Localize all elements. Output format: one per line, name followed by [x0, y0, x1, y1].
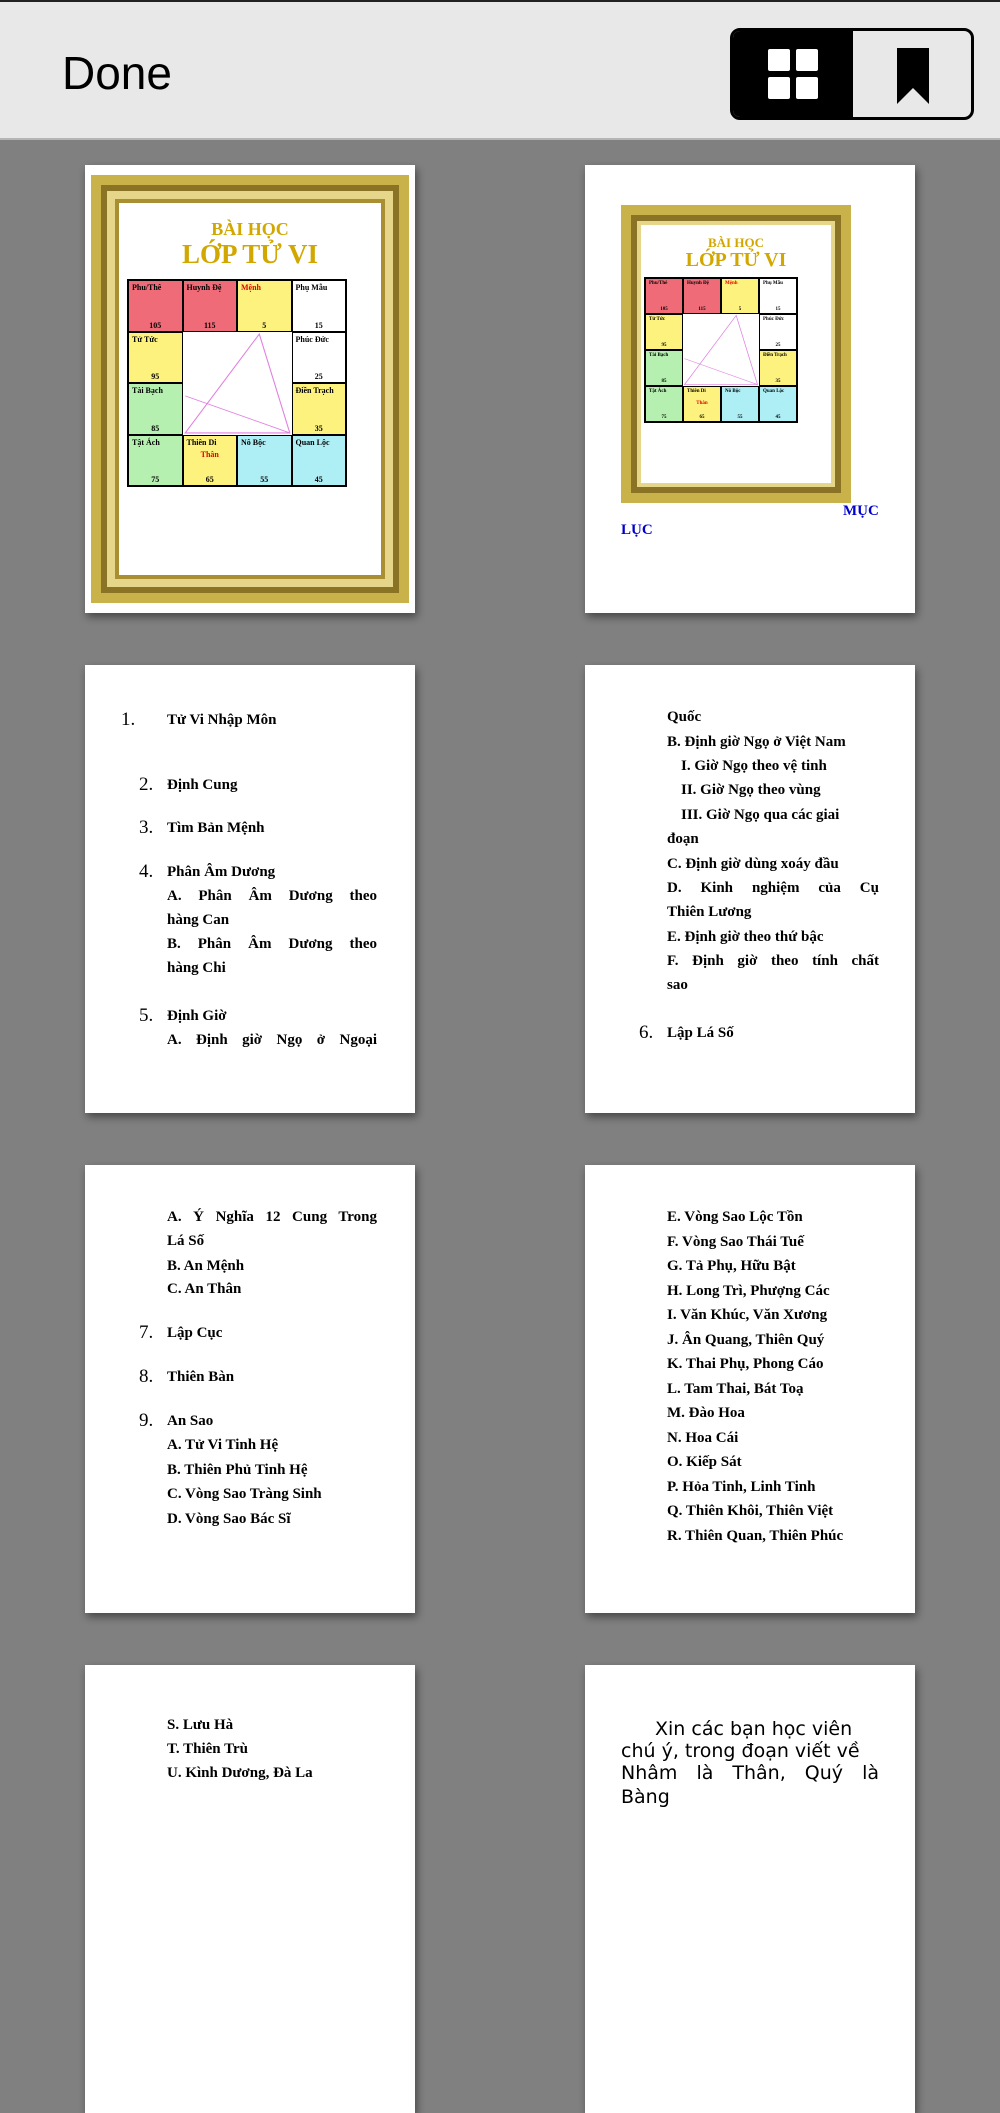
chart-cell-number: 75 — [661, 415, 667, 420]
page-thumbnail-2[interactable] — [585, 165, 915, 613]
chart-cell-name: Phúc Đức — [763, 317, 784, 322]
table-of-contents — [85, 1665, 415, 2113]
toc-subitem: C. Vòng Sao Tràng Sinh — [167, 1486, 322, 1502]
chart-cell — [292, 435, 347, 487]
bookmark-icon — [897, 48, 929, 104]
chart-cell-number: 95 — [661, 343, 667, 348]
chart-cell-name: Quan Lộc — [763, 389, 785, 394]
page-thumbnail-5[interactable] — [85, 1165, 415, 1613]
chart-cell-number: 55 — [737, 415, 743, 420]
chart-cell-number: 45 — [775, 415, 781, 420]
chart-cell-name: Mệnh — [241, 283, 261, 292]
toc-number: 5. — [139, 1005, 154, 1026]
toc-number: 8. — [139, 1366, 154, 1387]
cover-title-line2: LỚP TỬ VI — [685, 249, 787, 271]
chart-cell — [645, 278, 683, 314]
thumbnail-grid-segment[interactable] — [733, 31, 853, 117]
triangle-diagram — [683, 314, 759, 386]
triangle-diagram — [183, 332, 292, 435]
chart-cell-sub: Thân — [200, 449, 219, 459]
chart-cell-number: 15 — [314, 320, 323, 330]
chart-cell — [292, 280, 347, 332]
chart-cell — [721, 278, 759, 314]
toc-subitem: B. An Mệnh — [167, 1258, 245, 1274]
page-thumbnail-6[interactable] — [585, 1165, 915, 1613]
toc-subitem: C. Định giờ dùng xoáy đầu — [667, 856, 839, 872]
chart-cell-name: Thiên Di — [186, 437, 217, 447]
chart-cell-name: Quan Lộc — [295, 437, 330, 447]
toc-subitem: P. Hỏa Tinh, Linh Tinh — [667, 1478, 816, 1495]
chart-cell-sub: Thân — [696, 401, 708, 406]
chart-cell — [128, 435, 183, 487]
top-toolbar — [0, 0, 1000, 140]
chart-cell-number: 85 — [151, 423, 160, 433]
toc-subitem: H. Long Trì, Phượng Các — [667, 1282, 830, 1299]
chart-cell — [292, 383, 347, 435]
page-thumbnail-8[interactable] — [585, 1665, 915, 2113]
chart-cell-name: Điền Trạch — [763, 353, 787, 358]
toc-number: 1. — [121, 709, 136, 730]
toc-subitem: I. Giờ Ngọ theo vệ tinh — [681, 758, 827, 774]
chart-cell-name: Mệnh — [725, 281, 738, 286]
page-thumbnail-3[interactable] — [85, 665, 415, 1113]
toc-subitem: E. Vòng Sao Lộc Tồn — [667, 1209, 803, 1225]
table-of-contents — [585, 665, 915, 1113]
chart-cell-name: Phu/Thê — [132, 283, 162, 292]
chart-center-diagram — [183, 332, 292, 435]
chart-cell-name: Nô Bộc — [725, 389, 741, 394]
chart-cell — [292, 332, 347, 384]
page-thumbnail-7[interactable] — [85, 1665, 415, 2113]
table-of-contents — [85, 1165, 415, 1613]
page-thumbnail-1[interactable] — [85, 165, 415, 613]
chart-cell-number: 65 — [205, 475, 214, 484]
toc-subitem: D. Vòng Sao Bác Sĩ — [167, 1511, 291, 1527]
toc-subitem: A. Định giờ Ngọ ở Ngoại — [167, 1032, 377, 1048]
chart-cell-name: Tử Tức — [132, 334, 158, 344]
chart-cell — [759, 278, 797, 314]
chart-cell-number: 115 — [698, 307, 706, 312]
chart-cell — [128, 332, 183, 384]
toc-item: Định Cung — [167, 777, 238, 793]
toc-subitem: L. Tam Thai, Bát Toạ — [667, 1380, 804, 1397]
chart-cell-name: Phụ Mẫu — [295, 283, 328, 292]
toc-subitem: N. Hoa Cái — [667, 1429, 739, 1446]
grid-icon — [768, 49, 818, 99]
chart-cell — [237, 280, 292, 332]
chart-cell — [645, 350, 683, 386]
chart-cell — [759, 314, 797, 350]
toc-subitem: II. Giờ Ngọ theo vùng — [681, 782, 821, 798]
chart-cell-name: Phu/Thê — [649, 281, 668, 286]
page-thumbnail-4[interactable] — [585, 665, 915, 1113]
bookmarks-segment[interactable] — [853, 31, 971, 117]
chart-cell — [183, 280, 238, 332]
toc-subitem: A. Ý Nghĩa 12 Cung Trong — [167, 1209, 377, 1225]
chart-cell-name: Tài Bạch — [132, 386, 163, 395]
chart-cell-name: Thiên Di — [687, 389, 706, 394]
toc-item: Lập Cục — [167, 1325, 223, 1341]
chart-cell-name: Huynh Đệ — [687, 281, 709, 286]
chart-cell-number: 5 — [262, 320, 267, 330]
chart-cell — [683, 386, 721, 422]
toc-subitem: R. Thiên Quan, Thiên Phúc — [667, 1527, 844, 1544]
toc-item: Tử Vi Nhập Môn — [167, 712, 277, 728]
toc-number: 2. — [139, 774, 154, 795]
toc-subitem: F. Vòng Sao Thái Tuế — [667, 1233, 804, 1250]
toc-subitem: J. Ân Quang, Thiên Quý — [667, 1331, 825, 1348]
chart-cell — [183, 435, 238, 487]
chart-cell-number: 105 — [660, 307, 668, 312]
chart-center-diagram — [683, 314, 759, 386]
chart-cell — [759, 350, 797, 386]
chart-cell-number: 25 — [314, 372, 323, 381]
toc-subitem: M. Đào Hoa — [667, 1405, 745, 1421]
chart-cell-number: 45 — [314, 475, 323, 484]
toc-number: 6. — [639, 1022, 654, 1043]
cover-title-line1: BÀI HỌC — [211, 219, 289, 239]
toc-subitem: S. Lưu Hà — [167, 1717, 234, 1733]
chart-cell-number: 105 — [149, 320, 162, 330]
chart-cell-number: 35 — [314, 423, 323, 433]
chart-cell-name: Điền Trạch — [295, 386, 334, 395]
toc-item: Lập Lá Số — [667, 1025, 734, 1041]
toc-item: Phân Âm Dương — [167, 864, 276, 880]
chart-cell-name: Huynh Đệ — [186, 283, 222, 292]
body-paragraph-line: Xin các bạn học viên — [655, 1718, 853, 1740]
toc-number: 9. — [139, 1410, 154, 1431]
toc-subitem: F. Định giờ theo tính chất — [667, 953, 879, 969]
chart-cell — [759, 386, 797, 422]
chart-cell — [128, 280, 183, 332]
chart-cell-number: 25 — [775, 343, 781, 348]
chart-cell — [683, 278, 721, 314]
cover-title-line1: BÀI HỌC — [708, 235, 764, 250]
toc-subitem: Quốc — [667, 709, 702, 725]
chart-cell-number: 5 — [738, 307, 742, 312]
toc-item: Tìm Bản Mệnh — [167, 820, 265, 836]
cover-content — [119, 203, 381, 575]
toc-subitem: I. Văn Khúc, Văn Xương — [667, 1307, 828, 1323]
chart-cell-name: Nô Bộc — [241, 437, 266, 447]
chart-cell-number: 35 — [775, 379, 781, 384]
toc-item: Định Giờ — [167, 1008, 227, 1024]
chart-cell-number: 75 — [151, 475, 160, 484]
chart-cell-name: Phúc Đức — [295, 334, 329, 344]
chart-cell-name: Tài Bạch — [649, 353, 669, 358]
luc-label: LỤC — [621, 522, 653, 538]
table-of-contents — [585, 1165, 915, 1613]
toc-subitem: B. Định giờ Ngọ ở Việt Nam — [667, 734, 846, 750]
chart-cell-number: 55 — [260, 475, 269, 484]
astrology-chart — [127, 279, 347, 487]
chart-cell-number: 15 — [775, 307, 781, 312]
toc-subitem: Lá Số — [167, 1233, 205, 1249]
toc-item: Thiên Bàn — [167, 1369, 235, 1385]
toc-subitem: hàng Can — [167, 912, 230, 928]
toc-number: 7. — [139, 1322, 154, 1343]
chart-cell — [645, 314, 683, 350]
chart-cell-number: 85 — [661, 379, 667, 384]
toc-subitem: D. Kinh nghiệm của Cụ — [667, 880, 879, 896]
toc-subitem: Thiên Lương — [667, 904, 752, 920]
toc-subitem: K. Thai Phụ, Phong Cáo — [667, 1356, 824, 1372]
chart-cell-name: Tật Ách — [649, 389, 667, 394]
toc-subitem: đoạn — [667, 831, 699, 847]
toc-subitem: C. An Thân — [167, 1281, 242, 1297]
cover-title-line2: LỚP TỬ VI — [181, 239, 319, 269]
chart-cell-number: 65 — [699, 415, 705, 420]
toc-subitem: T. Thiên Trù — [167, 1741, 249, 1757]
toc-subitem: hàng Chi — [167, 960, 226, 976]
toc-subitem: U. Kình Dương, Đà La — [167, 1765, 313, 1781]
toc-number: 4. — [139, 861, 154, 882]
toc-subitem: E. Định giờ theo thứ bậc — [667, 929, 824, 945]
chart-cell — [645, 386, 683, 422]
done-button[interactable]: Done — [62, 47, 172, 99]
chart-cell — [128, 383, 183, 435]
view-mode-segmented-control — [730, 28, 974, 120]
chart-cell-name: Tật Ách — [132, 437, 160, 447]
chart-cell — [237, 435, 292, 487]
chart-cell-name: Phụ Mẫu — [763, 281, 783, 286]
chart-cell-number: 115 — [203, 320, 216, 330]
chart-cell-number: 95 — [151, 372, 160, 381]
toc-subitem: Q. Thiên Khôi, Thiên Việt — [667, 1503, 834, 1519]
toc-subitem: O. Kiếp Sát — [667, 1454, 742, 1470]
toc-item: An Sao — [167, 1413, 214, 1429]
muc-label: MỤC — [843, 503, 879, 519]
toc-subitem: sao — [667, 977, 688, 993]
toc-subitem: A. Tử Vi Tinh Hệ — [167, 1437, 279, 1453]
toc-number: 3. — [139, 817, 154, 838]
astrology-chart — [644, 277, 798, 423]
body-paragraph-line: chú ý, trong đoạn viết về — [621, 1740, 860, 1762]
table-of-contents — [85, 665, 415, 1113]
toc-subitem: G. Tả Phụ, Hữu Bật — [667, 1258, 796, 1274]
toc-subitem: B. Thiên Phủ Tinh Hệ — [167, 1462, 308, 1478]
toc-subitem: B. Phân Âm Dương theo — [167, 936, 377, 952]
toc-subitem: III. Giờ Ngọ qua các giai — [681, 807, 840, 823]
chart-cell-name: Tử Tức — [649, 317, 666, 322]
cover-content — [641, 225, 831, 483]
chart-cell — [721, 386, 759, 422]
body-paragraph-line: Nhâm là Thân, Quý là Bàng — [621, 1762, 879, 1808]
toc-subitem: A. Phân Âm Dương theo — [167, 888, 377, 904]
